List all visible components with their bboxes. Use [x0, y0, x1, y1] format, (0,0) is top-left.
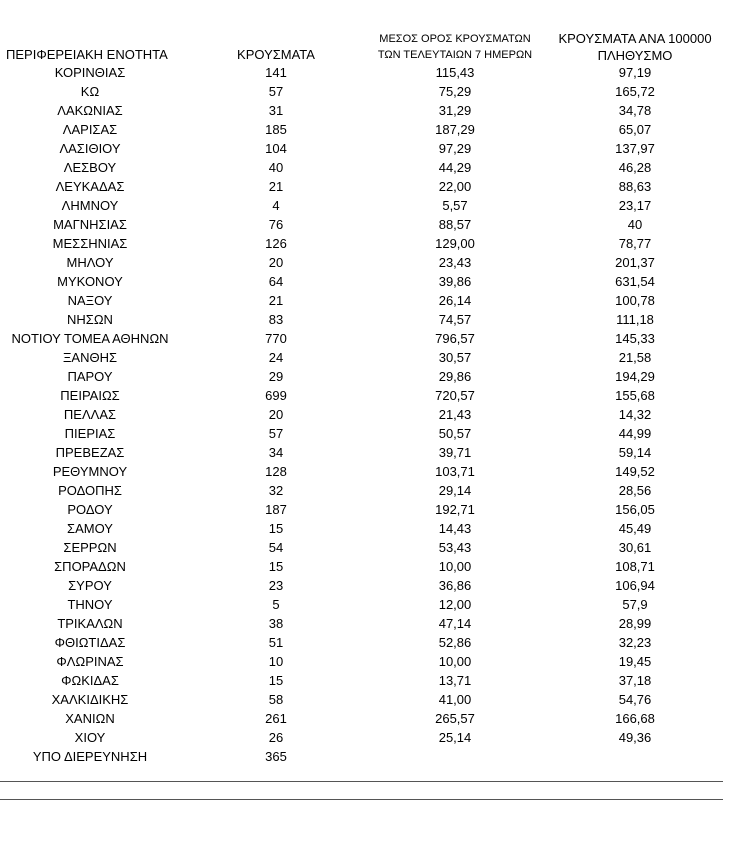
header-per100k-line2: ΠΛΗΘΥΣΜΟ [597, 48, 673, 63]
region-cell: ΜΥΚΟΝΟΥ [57, 274, 123, 289]
avg-cell: 39,71 [438, 445, 472, 460]
cases-cell: 31 [268, 103, 284, 118]
region-cell: ΤΗΝΟΥ [67, 597, 113, 612]
avg-cell: 36,86 [438, 578, 472, 593]
cases-cell: 141 [265, 65, 287, 80]
header-per100k-line1: ΚΡΟΥΣΜΑΤΑ ΑΝΑ 100000 [558, 31, 712, 46]
avg-cell: 39,86 [438, 274, 472, 289]
cases-cell: 365 [265, 749, 287, 764]
region-cell: ΧΙΟΥ [74, 730, 106, 745]
avg-cell: 13,71 [438, 673, 472, 688]
region-cell: ΞΑΝΘΗΣ [62, 350, 118, 365]
region-cell: ΜΕΣΣΗΝΙΑΣ [52, 236, 128, 251]
avg-cell: 47,14 [438, 616, 472, 631]
table-row [0, 671, 734, 690]
table-row [0, 405, 734, 424]
per100k-cell: 78,77 [618, 236, 652, 251]
per100k-cell: 30,61 [618, 540, 652, 555]
region-cell: ΜΗΛΟΥ [66, 255, 114, 270]
cases-cell: 185 [265, 122, 287, 137]
avg-cell: 103,71 [435, 464, 475, 479]
avg-cell: 30,57 [438, 350, 472, 365]
per100k-cell: 155,68 [615, 388, 655, 403]
avg-cell: 22,00 [438, 179, 472, 194]
table-row [0, 329, 734, 348]
avg-cell: 31,29 [438, 103, 472, 118]
avg-cell: 44,29 [438, 160, 472, 175]
table-row [0, 348, 734, 367]
table-row [0, 481, 734, 500]
avg-cell: 75,29 [438, 84, 472, 99]
avg-cell: 10,00 [438, 559, 472, 574]
avg-cell: 50,57 [438, 426, 472, 441]
avg-cell: 88,57 [438, 217, 472, 232]
table-row [0, 310, 734, 329]
per100k-cell: 40 [627, 217, 643, 232]
avg-cell: 796,57 [435, 331, 475, 346]
region-cell: ΚΩ [80, 84, 100, 99]
avg-cell: 74,57 [438, 312, 472, 327]
table-row [0, 595, 734, 614]
region-cell: ΠΕΛΛΑΣ [63, 407, 117, 422]
region-cell: ΡΕΘΥΜΝΟΥ [52, 464, 128, 479]
region-cell: ΜΑΓΝΗΣΙΑΣ [53, 217, 127, 232]
avg-cell: 14,43 [438, 521, 472, 536]
region-cell: ΦΩΚΙΔΑΣ [61, 673, 119, 688]
per100k-cell: 145,33 [615, 331, 655, 346]
per100k-cell: 14,32 [618, 407, 652, 422]
cases-cell: 34 [268, 445, 284, 460]
region-cell: ΛΕΥΚΑΔΑΣ [55, 179, 125, 194]
per100k-cell: 97,19 [618, 65, 652, 80]
region-cell: ΛΑΣΙΘΙΟΥ [59, 141, 121, 156]
cases-cell: 15 [268, 559, 284, 574]
per100k-cell: 88,63 [618, 179, 652, 194]
cases-cell: 83 [268, 312, 284, 327]
per100k-cell: 631,54 [615, 274, 655, 289]
cases-cell: 10 [268, 654, 284, 669]
per100k-cell: 45,49 [618, 521, 652, 536]
table-row [0, 462, 734, 481]
cases-cell: 51 [268, 635, 284, 650]
table-row [0, 215, 734, 234]
region-cell: ΠΙΕΡΙΑΣ [64, 426, 116, 441]
table-row [0, 538, 734, 557]
avg-cell: 129,00 [435, 236, 475, 251]
header-region: ΠΕΡΙΦΕΡΕΙΑΚΗ ΕΝΟΤΗΤΑ [6, 47, 168, 62]
table-body [0, 63, 734, 766]
per100k-cell: 49,36 [618, 730, 652, 745]
region-cell: ΧΑΝΙΩΝ [65, 711, 115, 726]
per100k-cell: 21,58 [618, 350, 652, 365]
table-row [0, 424, 734, 443]
table-row [0, 101, 734, 120]
per100k-cell: 65,07 [618, 122, 652, 137]
table-row [0, 519, 734, 538]
avg-cell: 52,86 [438, 635, 472, 650]
cases-cell: 20 [268, 255, 284, 270]
per100k-cell: 54,76 [618, 692, 652, 707]
region-cell: ΠΑΡΟΥ [67, 369, 113, 384]
avg-cell: 5,57 [442, 198, 468, 213]
per100k-cell: 46,28 [618, 160, 652, 175]
cases-cell: 23 [268, 578, 284, 593]
cases-cell: 58 [268, 692, 284, 707]
cases-cell: 20 [268, 407, 284, 422]
per100k-cell: 57,9 [622, 597, 648, 612]
avg-cell: 21,43 [438, 407, 472, 422]
table-row [0, 557, 734, 576]
region-cell: ΛΑΡΙΣΑΣ [62, 122, 118, 137]
cases-cell: 76 [268, 217, 284, 232]
avg-cell: 53,43 [438, 540, 472, 555]
avg-cell: 29,14 [438, 483, 472, 498]
per100k-cell: 23,17 [618, 198, 652, 213]
cases-cell: 21 [268, 179, 284, 194]
per100k-cell: 32,23 [618, 635, 652, 650]
cases-cell: 29 [268, 369, 284, 384]
table-row [0, 158, 734, 177]
table-row [0, 82, 734, 101]
per100k-cell: 165,72 [615, 84, 655, 99]
region-cell: ΠΕΙΡΑΙΩΣ [60, 388, 120, 403]
header-avg-line1: ΜΕΣΟΣ ΟΡΟΣ ΚΡΟΥΣΜΑΤΩΝ [379, 33, 531, 45]
cases-cell: 128 [265, 464, 287, 479]
table-row [0, 386, 734, 405]
region-cell: ΣΑΜΟΥ [67, 521, 113, 536]
cases-cell: 187 [265, 502, 287, 517]
table-row [0, 747, 734, 766]
avg-cell: 23,43 [438, 255, 472, 270]
region-cell: ΦΘΙΩΤΙΔΑΣ [54, 635, 126, 650]
per100k-cell: 149,52 [615, 464, 655, 479]
header-cases-per-100k [540, 30, 730, 64]
region-cell: ΦΛΩΡΙΝΑΣ [56, 654, 124, 669]
per100k-cell: 111,18 [616, 312, 654, 327]
per100k-cell: 100,78 [615, 293, 655, 308]
avg-cell: 10,00 [438, 654, 472, 669]
avg-cell: 192,71 [435, 502, 475, 517]
cases-cell: 38 [268, 616, 284, 631]
header-cases: ΚΡΟΥΣΜΑΤΑ [237, 47, 315, 62]
region-cell: ΝΗΣΩΝ [67, 312, 113, 327]
header-avg-7-days [360, 31, 550, 63]
avg-cell: 720,57 [435, 388, 475, 403]
cases-cell: 21 [268, 293, 284, 308]
page-bottom-rule [0, 799, 723, 800]
table-row [0, 576, 734, 595]
table-row [0, 709, 734, 728]
table-row [0, 652, 734, 671]
table-bottom-rule [0, 781, 723, 782]
region-cell: ΝΑΞΟΥ [67, 293, 113, 308]
cases-cell: 261 [265, 711, 287, 726]
cases-cell: 24 [268, 350, 284, 365]
table-row [0, 728, 734, 747]
avg-cell: 265,57 [435, 711, 475, 726]
table-row [0, 443, 734, 462]
table-row [0, 614, 734, 633]
per100k-cell: 28,99 [618, 616, 652, 631]
region-cell: ΝΟΤΙΟΥ ΤΟΜΕΑ ΑΘΗΝΩΝ [11, 331, 169, 346]
region-cell: ΧΑΛΚΙΔΙΚΗΣ [51, 692, 129, 707]
per100k-cell: 59,14 [618, 445, 652, 460]
per100k-cell: 156,05 [615, 502, 655, 517]
table-row [0, 234, 734, 253]
per100k-cell: 201,37 [615, 255, 655, 270]
cases-cell: 5 [272, 597, 280, 612]
region-cell: ΛΑΚΩΝΙΑΣ [57, 103, 123, 118]
table-row [0, 177, 734, 196]
table-row [0, 139, 734, 158]
cases-cell: 4 [272, 198, 280, 213]
table-row [0, 253, 734, 272]
avg-cell: 41,00 [438, 692, 472, 707]
region-cell: ΤΡΙΚΑΛΩΝ [57, 616, 123, 631]
per100k-cell: 44,99 [618, 426, 652, 441]
avg-cell: 26,14 [438, 293, 472, 308]
cases-cell: 40 [268, 160, 284, 175]
table-row [0, 500, 734, 519]
cases-cell: 699 [265, 388, 287, 403]
cases-cell: 126 [265, 236, 287, 251]
header-avg-line2: ΤΩΝ ΤΕΛΕΥΤΑΙΩΝ 7 ΗΜΕΡΩΝ [377, 49, 533, 61]
region-cell: ΡΟΔΟΥ [67, 502, 113, 517]
per100k-cell: 108,71 [615, 559, 655, 574]
avg-cell: 29,86 [438, 369, 472, 384]
cases-cell: 64 [268, 274, 284, 289]
cases-cell: 54 [268, 540, 284, 555]
avg-cell: 25,14 [438, 730, 472, 745]
avg-cell: 115,43 [435, 65, 475, 80]
region-cell: ΣΥΡΟΥ [68, 578, 112, 593]
per100k-cell: 194,29 [615, 369, 655, 384]
region-cell: ΠΡΕΒΕΖΑΣ [55, 445, 125, 460]
table-row [0, 291, 734, 310]
cases-cell: 104 [265, 141, 287, 156]
region-cell: ΥΠΟ ΔΙΕΡΕΥΝΗΣΗ [32, 749, 148, 764]
table-row [0, 63, 734, 82]
cases-cell: 26 [268, 730, 284, 745]
table-row [0, 367, 734, 386]
avg-cell: 187,29 [435, 122, 475, 137]
table-row [0, 690, 734, 709]
cases-cell: 57 [268, 84, 284, 99]
per100k-cell: 37,18 [618, 673, 652, 688]
per100k-cell: 166,68 [615, 711, 655, 726]
region-cell: ΚΟΡΙΝΘΙΑΣ [54, 65, 126, 80]
cases-cell: 32 [268, 483, 284, 498]
cases-cell: 770 [265, 331, 287, 346]
region-cell: ΣΠΟΡΑΔΩΝ [54, 559, 126, 574]
table-row [0, 120, 734, 139]
per100k-cell: 28,56 [618, 483, 652, 498]
region-cell: ΛΗΜΝΟΥ [61, 198, 119, 213]
table-row [0, 196, 734, 215]
table-row [0, 633, 734, 652]
region-cell: ΣΕΡΡΩΝ [63, 540, 117, 555]
avg-cell: 12,00 [438, 597, 472, 612]
region-cell: ΛΕΣΒΟΥ [63, 160, 117, 175]
region-cell: ΡΟΔΟΠΗΣ [58, 483, 122, 498]
cases-cell: 15 [268, 521, 284, 536]
cases-cell: 57 [268, 426, 284, 441]
per100k-cell: 19,45 [618, 654, 652, 669]
table-row [0, 272, 734, 291]
cases-cell: 15 [268, 673, 284, 688]
per100k-cell: 34,78 [618, 103, 652, 118]
per100k-cell: 137,97 [615, 141, 655, 156]
per100k-cell: 106,94 [615, 578, 655, 593]
avg-cell: 97,29 [438, 141, 472, 156]
